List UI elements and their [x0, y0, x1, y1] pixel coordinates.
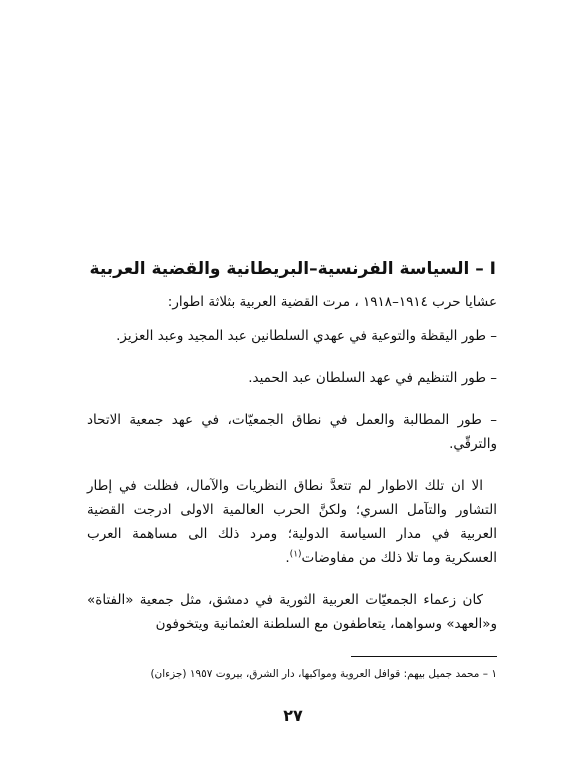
- section-heading: I – السياسة الفرنسية–البريطانية والقضية العربية: [89, 259, 496, 279]
- intro-paragraph: عشايا حرب ١٩١٤–١٩١٨ ، مرت القضية العربية بثلاثة اطوار:: [167, 294, 497, 310]
- footnote: ١ – محمد جميل بيهم: قوافل العروبة ومواكبها، دار الشرق، بيروت ١٩٥٧ (جزءان): [150, 668, 497, 680]
- stage-1-paragraph: – طور اليقظة والتوعية في عهدي السلطانين عبد المجيد وعبد العزيز.: [116, 328, 497, 344]
- paragraph-4-end: .: [285, 550, 290, 566]
- body-text: [87, 290, 497, 654]
- paragraph-4-text: الا ان تلك الاطوار لم تتعدَّ نطاق النظريات والآمال، فظلت في إطار التشاور والتآمل السري؛ ولكنَّ الحرب العالمية الاولى ادرجت القضية العربية في مدار السياسة الدولية؛ ومرد ذلك الى مساهمة العرب العسكرية وما تلا ذلك من مفاوضات: [87, 478, 497, 566]
- page-number: ٢٧: [283, 706, 303, 725]
- footnote-divider: [351, 656, 497, 657]
- stage-2-paragraph: – طور التنظيم في عهد السلطان عبد الحميد.: [248, 370, 497, 386]
- paragraph-4: [87, 474, 497, 570]
- stage-3-paragraph: – طور المطالبة والعمل في نطاق الجمعيّات، في عهد جمعية الاتحاد والترقّي.: [87, 412, 497, 452]
- paragraph-5: كان زعماء الجمعيّات العربية الثورية في دمشق، مثل جمعية «الفتاة» و«العهد» وسواهما، يتعاطفون مع السلطنة العثمانية ويتخوفون: [87, 592, 497, 632]
- footnote-reference: (١): [289, 549, 302, 560]
